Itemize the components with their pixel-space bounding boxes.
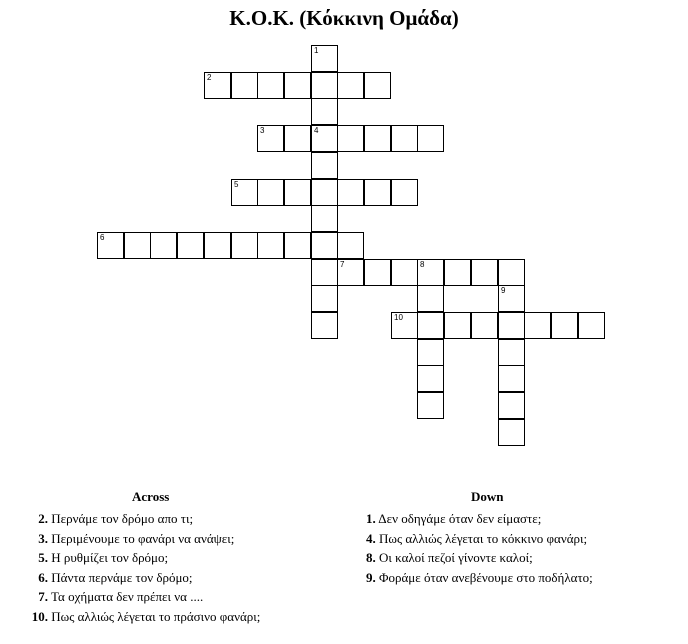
crossword-cell[interactable] — [417, 365, 444, 392]
crossword-cell[interactable] — [364, 259, 391, 286]
clue-text: Τα οχήματα δεν πρέπει να .... — [48, 589, 204, 605]
crossword-cell[interactable] — [337, 232, 364, 259]
crossword-cell[interactable] — [578, 312, 605, 339]
crossword-cell[interactable] — [257, 72, 284, 99]
clue-text: Πως αλλιώς λέγεται το πράσινο φανάρι; — [48, 608, 261, 624]
across-clue — [30, 568, 260, 588]
crossword-cell[interactable] — [311, 125, 338, 152]
clue-text: Οι καλοί πεζοί γίνοντε καλοί; — [375, 550, 533, 566]
crossword-cell[interactable] — [150, 232, 177, 259]
crossword-cell[interactable] — [337, 179, 364, 206]
across-clue — [30, 529, 260, 549]
crossword-cell[interactable] — [124, 232, 151, 259]
crossword-cell[interactable] — [498, 392, 525, 419]
crossword-cell[interactable] — [311, 205, 338, 232]
crossword-cell[interactable] — [257, 125, 284, 152]
clue-number: 6 — [100, 233, 105, 242]
clue-number-label: 9. — [366, 569, 376, 585]
clue-text: Δεν οδηγάμε όταν δεν είμαστε; — [375, 511, 542, 526]
crossword-cell[interactable] — [471, 259, 498, 286]
crossword-cell[interactable] — [498, 285, 525, 312]
crossword-cell[interactable] — [471, 312, 498, 339]
crossword-cell[interactable] — [391, 259, 418, 286]
crossword-cell[interactable] — [311, 72, 338, 99]
clue-number-label: 1. — [366, 511, 376, 526]
across-clue — [30, 509, 260, 529]
crossword-cell[interactable] — [391, 312, 418, 339]
down-clue — [366, 548, 593, 568]
crossword-cell[interactable] — [284, 72, 311, 99]
crossword-cell[interactable] — [204, 72, 231, 99]
clue-text: Πως αλλιώς λέγεται το κόκκινο φανάρι; — [375, 530, 588, 546]
crossword-cell[interactable] — [257, 232, 284, 259]
clue-number-label: 5. — [38, 550, 48, 566]
crossword-cell[interactable] — [231, 232, 258, 259]
down-clue — [366, 568, 593, 588]
clue-text: Περνάμε τον δρόμο απο τι; — [48, 511, 194, 526]
down-clue — [366, 529, 593, 549]
clue-number-label: 10. — [31, 608, 48, 624]
crossword-cell[interactable] — [311, 179, 338, 206]
crossword-cell[interactable] — [311, 152, 338, 179]
clue-number: 10 — [394, 313, 403, 322]
crossword-cell[interactable] — [444, 259, 471, 286]
crossword-cell[interactable] — [337, 125, 364, 152]
down-clue-list — [366, 509, 593, 587]
crossword-cell[interactable] — [498, 339, 525, 366]
clue-number: 3 — [260, 126, 265, 135]
crossword-cell[interactable] — [311, 259, 338, 286]
clue-number-label: 3. — [38, 530, 48, 546]
clue-text: Πάντα περνάμε τον δρόμο; — [48, 569, 193, 585]
crossword-cell[interactable] — [311, 232, 338, 259]
clue-number-label: 6. — [38, 569, 48, 585]
crossword-cell[interactable] — [364, 125, 391, 152]
across-clue — [30, 607, 260, 627]
crossword-cell[interactable] — [257, 179, 284, 206]
down-clue — [366, 509, 593, 529]
across-clue-list — [30, 509, 260, 627]
crossword-cell[interactable] — [231, 179, 258, 206]
crossword-cell[interactable] — [391, 125, 418, 152]
crossword-cell[interactable] — [444, 312, 471, 339]
crossword-cell[interactable] — [284, 232, 311, 259]
across-clue — [30, 548, 260, 568]
clue-number: 5 — [234, 180, 239, 189]
crossword-cell[interactable] — [417, 339, 444, 366]
clue-text: Η ρυθμίζει τον δρόμο; — [48, 550, 169, 566]
clue-text: Φοράμε όταν ανεβένουμε στο ποδήλατο; — [375, 569, 593, 585]
crossword-cell[interactable] — [417, 259, 444, 286]
crossword-cell[interactable] — [417, 392, 444, 419]
crossword-cell[interactable] — [311, 312, 338, 339]
crossword-cell[interactable] — [551, 312, 578, 339]
crossword-cell[interactable] — [524, 312, 551, 339]
clue-number-label: 7. — [38, 589, 48, 605]
clue-number-label: 4. — [366, 530, 376, 546]
crossword-cell[interactable] — [498, 259, 525, 286]
crossword-cell[interactable] — [498, 419, 525, 446]
crossword-cell[interactable] — [177, 232, 204, 259]
clue-number: 1 — [314, 46, 319, 55]
clue-number: 4 — [314, 126, 319, 135]
crossword-cell[interactable] — [498, 312, 525, 339]
clue-number-label: 2. — [38, 511, 48, 526]
page-title: Κ.Ο.Κ. (Κόκκινη Ομάδα) — [229, 6, 459, 30]
crossword-cell[interactable] — [284, 179, 311, 206]
crossword-cell[interactable] — [311, 45, 338, 72]
clue-number: 7 — [340, 260, 345, 269]
crossword-cell[interactable] — [284, 125, 311, 152]
clue-number: 8 — [420, 260, 425, 269]
across-heading: Across — [132, 489, 170, 504]
crossword-cell[interactable] — [417, 312, 444, 339]
crossword-cell[interactable] — [364, 179, 391, 206]
crossword-cell[interactable] — [417, 125, 444, 152]
across-clue — [30, 587, 260, 607]
crossword-cell[interactable] — [97, 232, 124, 259]
crossword-cell[interactable] — [417, 285, 444, 312]
down-heading: Down — [471, 489, 504, 504]
clue-text: Περιμένουμε το φανάρι να ανάψει; — [48, 530, 235, 546]
clue-number: 9 — [501, 286, 506, 295]
crossword-cell[interactable] — [337, 72, 364, 99]
crossword-cell[interactable] — [311, 98, 338, 125]
clue-number-label: 8. — [366, 550, 376, 566]
crossword-cell[interactable] — [498, 365, 525, 392]
crossword-cell[interactable] — [204, 232, 231, 259]
clue-number: 2 — [207, 73, 212, 82]
crossword-cell[interactable] — [337, 259, 364, 286]
crossword-cell[interactable] — [311, 285, 338, 312]
crossword-cell[interactable] — [364, 72, 391, 99]
crossword-cell[interactable] — [231, 72, 258, 99]
crossword-cell[interactable] — [391, 179, 418, 206]
